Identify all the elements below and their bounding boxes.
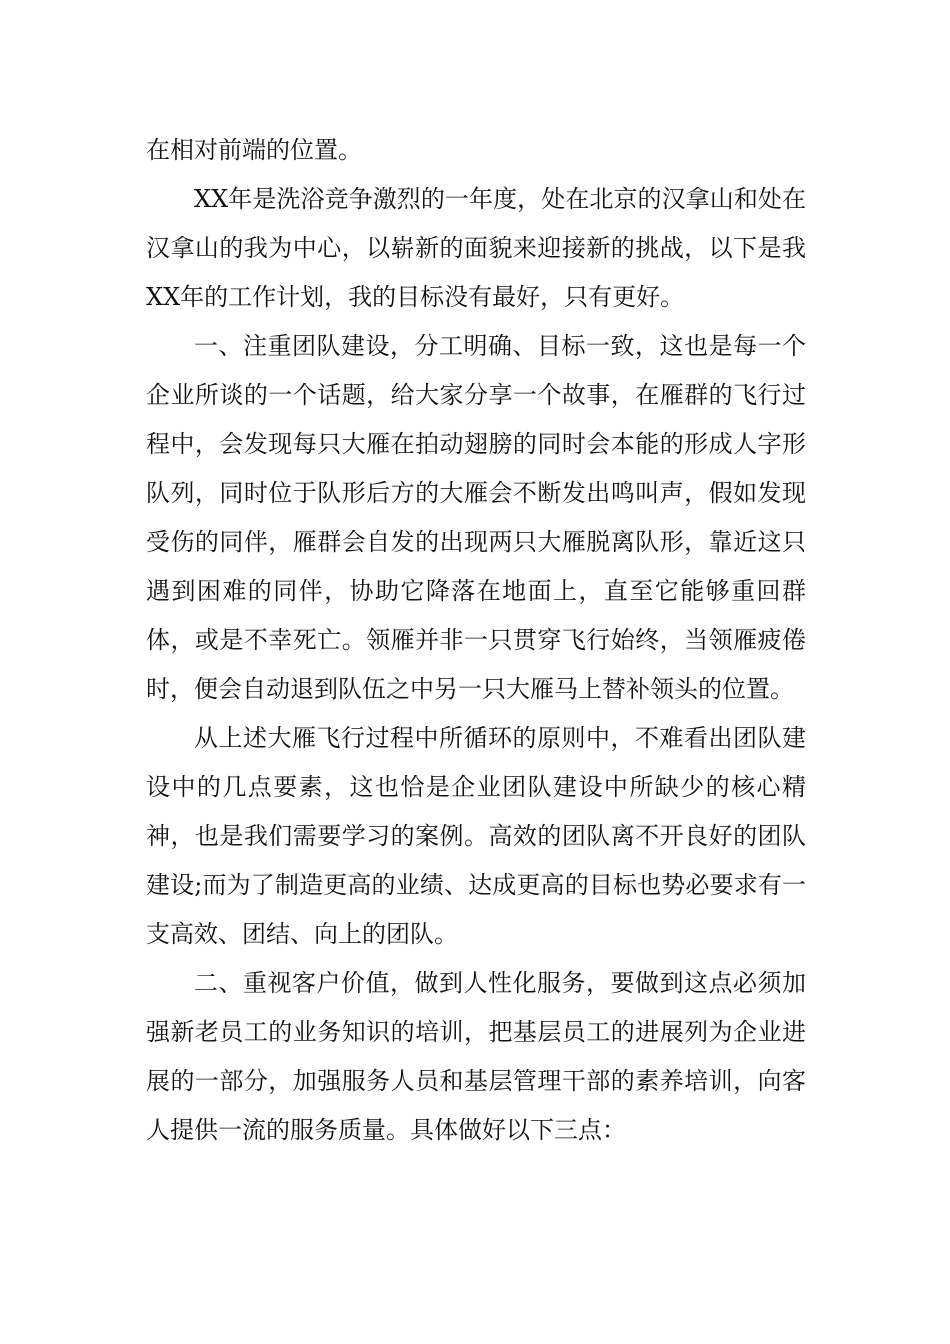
paragraph-teamwork: 一、注重团队建设，分工明确、目标一致，这也是每一个企业所谈的一个话题，给大家分享一个故事，在雁群的飞行过程中，会发现每只大雁在拍动翅膀的同时会本能的形成人字形队列，同时位于队形后方的大雁会不断发出鸣叫声，假如发现受伤的同伴，雁群会自发的出现两只大雁脱离队形，靠近这只遇到困难的同伴，协助它降落在地面上，直至它能够重回群体，或是不幸死亡。领雁并非一只贯穿飞行始终，当领雁疲倦时，便会自动退到队伍之中另一只大雁马上替补领头的位置。	[146, 332, 806, 703]
paragraph-customer-value: 二、重视客户价值，做到人性化服务，要做到这点必须加强新老员工的业务知识的培训，把基层员工的进展列为企业进展的一部分，加强服务人员和基层管理干部的素养培训，向客人提供一流的服务质量。具体做好以下三点：	[146, 969, 806, 1144]
paragraph-team-elements: 从上述大雁飞行过程中所循环的原则中，不难看出团队建设中的几点要素，这也恰是企业团队建设中所缺少的核心精神，也是我们需要学习的案例。高效的团队离不开良好的团队建设;而为了制造更高的业绩、达成更高的目标也势必要求有一支高效、团结、向上的团队。	[146, 724, 806, 948]
document-page	[146, 126, 806, 1155]
paragraph-continuation: 在相对前端的位置。	[146, 136, 362, 164]
paragraph-intro: XX年是洗浴竞争激烈的一年度，处在北京的汉拿山和处在汉拿山的我为中心，以崭新的面貌来迎接新的挑战，以下是我XX年的工作计划，我的目标没有最好，只有更好。	[146, 185, 806, 311]
